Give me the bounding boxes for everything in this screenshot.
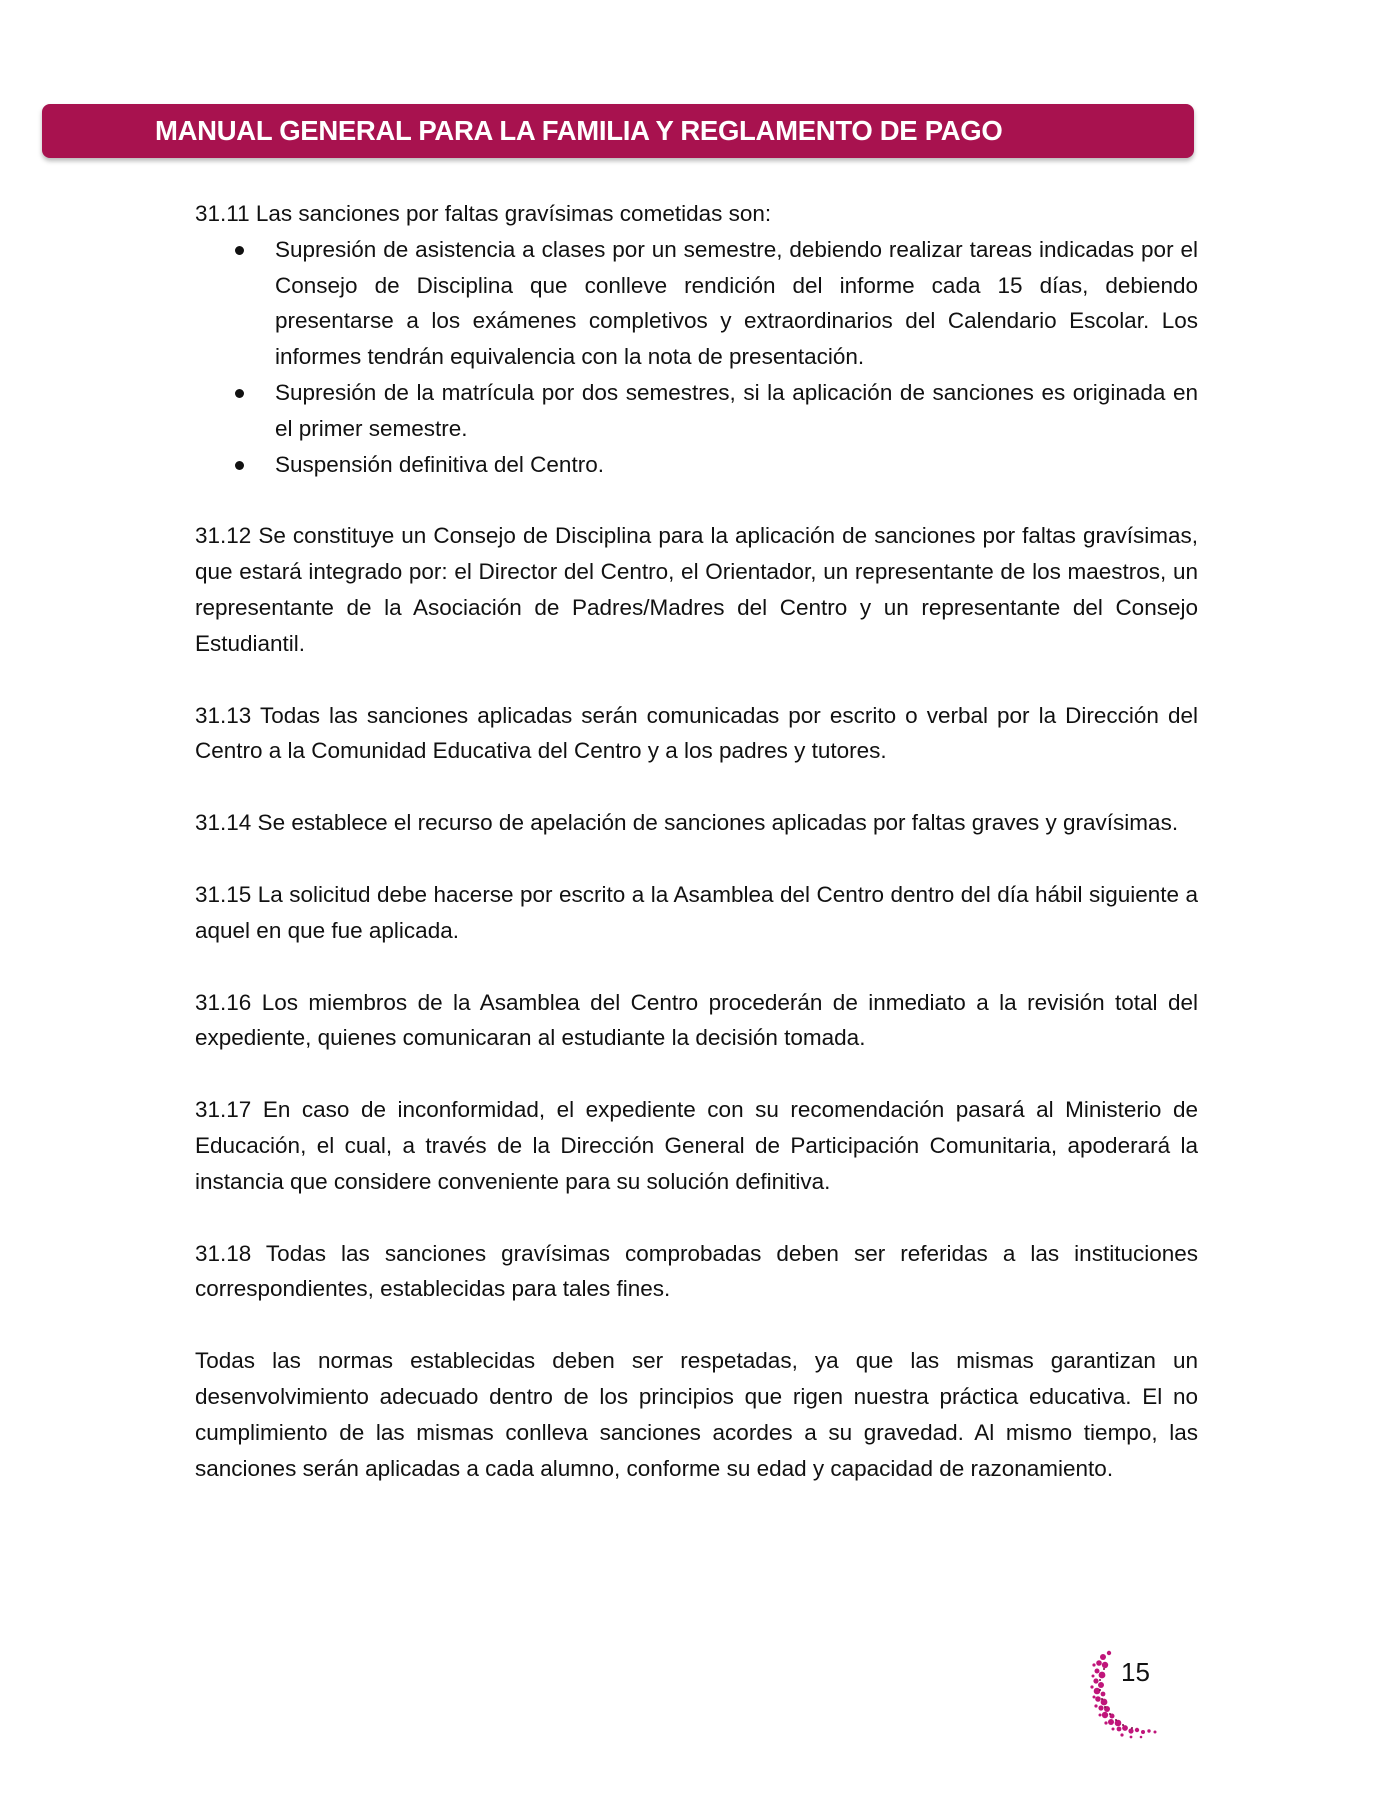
list-item: [195, 375, 1198, 447]
closing-paragraph: Todas las normas establecidas deben ser respetadas, ya que las mismas garantizan un desenvolvimiento adecuado dentro de los principios que rigen nuestra práctica educativa. El no cumplimiento de las mismas conlleva sanciones acordes a su gravedad. Al mismo tiempo, las sanciones serán aplicadas a cada alumno, conforme su edad y capacidad de razonamiento.: [195, 1348, 1198, 1481]
paragraph-31-17: 31.17 En caso de inconformidad, el expediente con su recomendación pasará al Ministerio de Educación, el cual, a través de la Dirección General de Participación Comunitaria, apoderará la instancia que considere conveniente para su solución definitiva.: [195, 1097, 1198, 1194]
header-title: MANUAL GENERAL PARA LA FAMILIA Y REGLAMENTO DE PAGO: [155, 115, 1003, 146]
paragraph-31-14: 31.14 Se establece el recurso de apelación de sanciones aplicadas por faltas graves y gravísimas.: [195, 810, 1179, 836]
list-item: [195, 447, 1198, 483]
bullet-icon: [235, 461, 244, 470]
paragraph-31-13: 31.13 Todas las sanciones aplicadas serán comunicadas por escrito o verbal por la Dirección del Centro a la Comunidad Educativa del Centro y a los padres y tutores.: [195, 702, 1198, 764]
page-number: 15: [1121, 1657, 1150, 1687]
paragraph-31-12: 31.12 Se constituye un Consejo de Disciplina para la aplicación de sanciones por faltas gravísimas, que estará integrado por: el Director del Centro, el Orientador, un representante de los maestros, un representante de la Asociación de Padres/Madres del Centro y un representante del Consejo Estudiantil.: [195, 523, 1198, 656]
sanctions-list: [195, 232, 1198, 483]
header-bar: [42, 104, 1194, 158]
list-item-text: Supresión de la matrícula por dos semestres, si la aplicación de sanciones es originada en el primer semestre.: [275, 379, 1198, 441]
list-item-text: Suspensión definitiva del Centro.: [275, 451, 604, 477]
list-item-text: Supresión de asistencia a clases por un semestre, debiendo realizar tareas indicadas por el Consejo de Disciplina que conlleve rendición del informe cada 15 días, debiendo presentarse a los exámenes completivos y extraordinarios del Calendario Escolar. Los informes tendrán equivalencia con la nota de presentación.: [275, 236, 1198, 370]
paragraph-31-18: 31.18 Todas las sanciones gravísimas comprobadas deben ser referidas a las instituciones correspondientes, establecidas para tales fines.: [195, 1240, 1198, 1302]
list-item: [195, 232, 1198, 375]
section-31-11-intro: 31.11 Las sanciones por faltas gravísimas cometidas son:: [195, 201, 772, 226]
paragraph-31-15: 31.15 La solicitud debe hacerse por escrito a la Asamblea del Centro dentro del día hábil siguiente a aquel en que fue aplicada.: [195, 881, 1198, 943]
paragraph-31-16: 31.16 Los miembros de la Asamblea del Centro procederán de inmediato a la revisión total del expediente, quienes comunicaran al estudiante la decisión tomada.: [195, 989, 1198, 1051]
bullet-icon: [235, 246, 244, 255]
document-body: [195, 196, 1198, 1486]
bullet-icon: [235, 389, 244, 398]
